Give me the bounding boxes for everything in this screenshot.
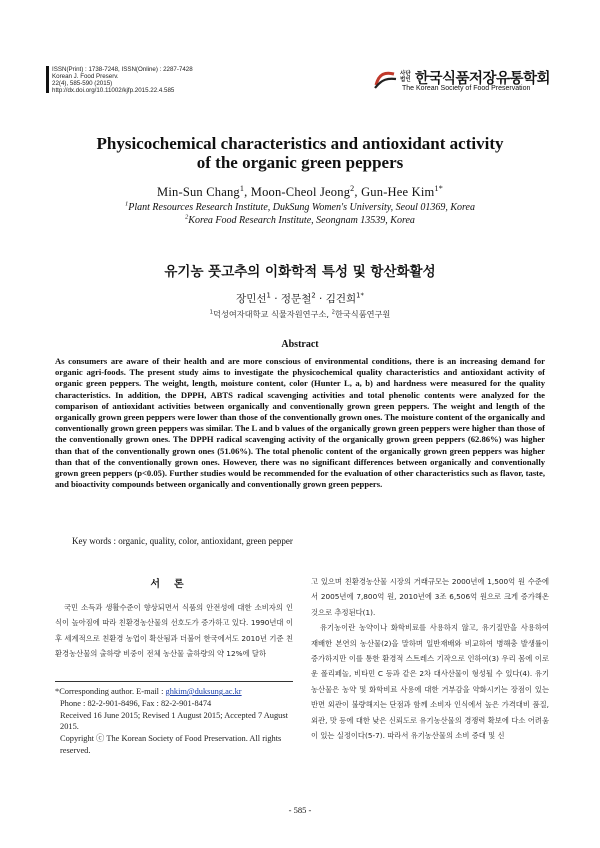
author-name: Gun-Hee Kim — [361, 185, 435, 199]
journal-abbrev: Korean J. Food Preserv. — [52, 73, 119, 80]
corresponding-email-link[interactable]: ghkim@duksung.ac.kr — [165, 687, 242, 696]
society-small-label: 사단 법인 — [400, 71, 411, 83]
abstract-body: As consumers are aware of their health and are more conscious of environmental conditions, there is an increasing demand for organic agri-foods. The present study aims to investigate the physicochemical quality characteristics and antioxidant activity of organic green peppers. The weight, length, moisture content, color (Hunter L, a, b) and hardness were measured for the quality characteristics. In addition, the DPPH, ABTS radical scavenging activities and total phenolic contents were analyzed for the comparison of antioxidant activities between organically and conventionally grown green peppers. The weight and length of the organically grown green peppers were lower than those of the conventionally grown ones. The moisture content of the organically and conventionally grown green peppers was similar. The L and b values of the organically grown green peppers were higher than those of the conventionally grown ones. The DPPH radical scavenging activity of the organically grown green peppers (62.86%) was higher than that of the conventionally grown ones (51.06%). The total phenolic content of the organically grown green peppers was higher than that of the conventionally grown ones. However, there was no significant differences between organically and conventionally grown green peppers (p<0.05). Further studies would be recommended for the evaluation of other characteristics such as flavor, taste, and bioactivity compounds between organically and conventionally grown green peppers. — [55, 356, 545, 490]
volume-pages: 22(4), 585-590 (2015) — [52, 80, 113, 87]
footnote-divider — [55, 681, 293, 682]
contact-phone: Phone : 82-2-901-8496, Fax : 82-2-901-8474 — [60, 698, 212, 708]
meta-bar — [46, 66, 49, 93]
author-list-ko: 장민선$^1$ · 정문철$^2$ · 김건희$^{1*}$ — [236, 291, 364, 305]
paper-title-en: Physicochemical characteristics and antioxidant activity of the organic green peppers — [96, 134, 504, 172]
keywords — [72, 536, 552, 546]
issn-line: ISSN(Print) : 1738-7248, ISSN(Online) : 2287-7428 — [52, 66, 193, 73]
affiliations-ko: $^1$덕성여자대학교 식물자원연구소, $^2$한국식품연구원 — [209, 309, 391, 319]
footnote — [55, 686, 295, 757]
keywords-list: organic, quality, color, antioxidant, green pepper — [118, 536, 293, 546]
society-name-en: The Korean Society of Food Preservation — [402, 85, 531, 92]
keywords-label: Key words : — [72, 536, 116, 546]
paragraph: 고 있으며 친환경농산물 시장의 거래규모는 2000년에 1,500억 원 수준에서 2005년에 7,800억 원, 2010년에 3조 6,506억 원으로 크게 증가해온 것으로 추정된다(1). — [311, 577, 549, 617]
corresponding-label: *Corresponding author. E-mail : — [55, 687, 164, 696]
body-right-column — [311, 574, 549, 743]
abstract-heading: Abstract — [281, 339, 319, 350]
affiliations-en: $^1$Plant Resources Research Institute, DukSung Women's University, Seoul 01369, Korea $^2$Korea Food Research Institute, Seongnam 13539, Korea — [125, 200, 475, 226]
paragraph: 유기농이란 농약이나 화학비료를 사용하지 않고, 유기질만을 사용하여 재배한 본연의 농산물(2)을 말하며 일반재배와 비교하여 병해충 발생률이 증가하지만 이를 통한 환경적 스트레스 기작으로 인하여(3) 우리 몸에 이로운 폴리페놀, 비타민 C 등과 같은 2차 대사산물이 형성될 수 있다(4). 유기농산물은 농약 및 화학비료 사용에 대한 거부감을 약화시키는 장점이 있는 반면 외관이 불량해지는 단점과 함께 소비자 인식에서 높은 가격대비 품질, 외관, 맛 등에 대한 낮은 신뢰도로 유기농산물의 경쟁력 확보에 다소 어려움이 있는 실정이다(5-7). 따라서 유기농산물의 소비 증대 및 신 — [311, 623, 549, 741]
body-left-column — [55, 600, 293, 662]
paper-title-ko: 유기농 풋고추의 이화학적 특성 및 항산화활성 — [164, 264, 436, 280]
society-name-ko: 한국식품저장유통학회 — [415, 71, 551, 87]
affiliation-1: Plant Resources Research Institute, DukSung Women's University, Seoul 01369, Korea — [128, 202, 475, 213]
author-name: Min-Sun Chang — [157, 185, 240, 199]
author-list: Min-Sun Chang$^1$, Moon-Cheol Jeong$^2$, Gun-Hee Kim$^{1*}$ — [157, 183, 443, 199]
paragraph: 국민 소득과 생활수준이 향상되면서 식품의 안전성에 대한 소비자의 인식이 높아짐에 따라 친환경농산물의 선호도가 증가하고 있다. 1990년대 이후 세계적으로 친환경 농업이 확산됨과 더불어 한국에서도 2010년 기준 친환경농산물의 출하량 비중이 전체 농산물 출하량의 약 12%에 달하 — [55, 603, 293, 659]
page-number: - 585 - — [288, 805, 312, 815]
affiliation-2: Korea Food Research Institute, Seongnam 13539, Korea — [188, 214, 415, 226]
society-logo-icon — [372, 70, 398, 90]
society-logo — [372, 66, 552, 94]
doi-link[interactable]: http://dx.doi.org/10.11002/kjfp.2015.22.4.585 — [52, 87, 175, 94]
journal-meta — [52, 66, 193, 94]
author-name: Moon-Cheol Jeong — [250, 185, 351, 199]
section-heading-intro: 서론 — [150, 579, 198, 590]
received-dates: Received 16 June 2015; Revised 1 August 2015; Accepted 7 August 2015. — [60, 710, 288, 732]
copyright: Copyright ⓒ The Korean Society of Food Preservation. All rights reserved. — [60, 734, 282, 755]
